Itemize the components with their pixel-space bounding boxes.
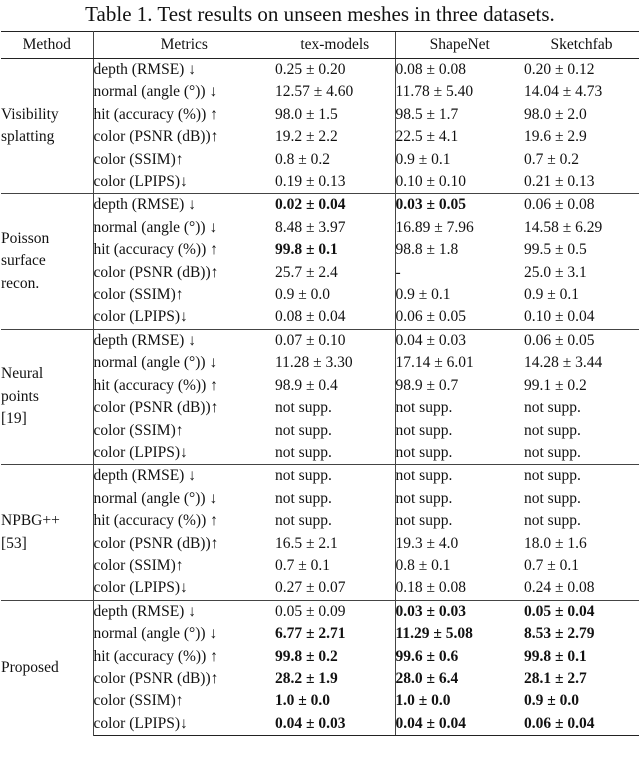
header-tex-models: tex-models (275, 32, 395, 59)
shapenet-cell: 0.18 ± 0.08 (395, 577, 524, 600)
tex-models-cell: 16.5 ± 2.1 (275, 534, 338, 552)
metric-cell: color (PSNR (dB))↑ (93, 128, 219, 146)
metric-cell: color (PSNR (dB))↑ (93, 399, 219, 417)
tex-models-cell: 99.8 ± 0.2 (275, 647, 338, 665)
shapenet-cell: 0.08 ± 0.08 (395, 59, 524, 82)
header-row (1, 32, 639, 59)
metric-cell: color (SSIM)↑ (93, 692, 184, 710)
table-row (1, 126, 639, 148)
method-cell (1, 600, 93, 735)
sketchfab-cell: 14.58 ± 6.29 (524, 218, 603, 236)
shapenet-cell: 0.06 ± 0.05 (395, 306, 524, 329)
table-row (1, 239, 639, 261)
table-row (1, 194, 639, 217)
tex-models-cell: 25.7 ± 2.4 (275, 263, 338, 281)
sketchfab-cell: 0.9 ± 0.0 (524, 692, 580, 710)
sketchfab-cell: 99.5 ± 0.5 (524, 241, 587, 259)
shapenet-cell: 16.89 ± 7.96 (395, 217, 524, 239)
shapenet-cell: 0.03 ± 0.05 (395, 194, 524, 217)
sketchfab-cell: not supp. (524, 465, 639, 488)
sketchfab-cell: 0.7 ± 0.1 (524, 556, 580, 574)
sketchfab-cell: 99.1 ± 0.2 (524, 376, 587, 394)
metric-cell: depth (RMSE) ↓ (93, 329, 275, 352)
table-row (1, 555, 639, 577)
method-cell (1, 194, 93, 329)
table-row (1, 668, 639, 690)
tex-models-cell: 12.57 ± 4.60 (275, 83, 354, 101)
metric-cell: normal (angle (°)) ↓ (93, 83, 218, 101)
shapenet-cell: 98.5 ± 1.7 (395, 104, 524, 126)
table-row (1, 59, 639, 82)
shapenet-cell: 98.8 ± 1.8 (395, 239, 524, 261)
sketchfab-cell: 25.0 ± 3.1 (524, 263, 587, 281)
metric-cell: color (PSNR (dB))↑ (93, 669, 219, 687)
metric-cell: color (SSIM)↑ (93, 286, 184, 304)
shapenet-cell: 11.78 ± 5.40 (395, 81, 524, 103)
sketchfab-cell: 99.8 ± 0.1 (524, 647, 587, 665)
tex-models-cell: not supp. (275, 443, 332, 461)
table-row (1, 284, 639, 306)
metric-cell: hit (accuracy (%)) ↑ (93, 376, 218, 394)
shapenet-cell: 17.14 ± 6.01 (395, 352, 524, 374)
table-caption: Table 1. Test results on unseen meshes in three datasets. (85, 2, 555, 26)
table-row (1, 171, 639, 194)
metric-cell: hit (accuracy (%)) ↑ (93, 241, 218, 259)
shapenet-cell: 0.04 ± 0.04 (395, 713, 524, 736)
metric-cell: hit (accuracy (%)) ↑ (93, 105, 218, 123)
table-row (1, 329, 639, 352)
metric-cell: depth (RMSE) ↓ (93, 61, 196, 78)
table-row (1, 577, 639, 600)
metric-cell: depth (RMSE) ↓ (93, 600, 275, 623)
shapenet-cell: not supp. (395, 420, 524, 442)
method-cell (1, 59, 93, 194)
tex-models-cell: not supp. (275, 399, 332, 417)
shapenet-cell: not supp. (395, 488, 524, 510)
shapenet-cell: 0.9 ± 0.1 (395, 149, 524, 171)
tex-models-cell: 19.2 ± 2.2 (275, 128, 338, 146)
table-row (1, 104, 639, 126)
sketchfab-cell: 18.0 ± 1.6 (524, 534, 587, 552)
sketchfab-cell: 0.20 ± 0.12 (524, 61, 595, 78)
tex-models-cell: not supp. (275, 512, 332, 530)
method-name-line: Poisson (1, 230, 50, 248)
table-row (1, 600, 639, 623)
method-name-line: points (1, 387, 39, 405)
metric-cell: color (LPIPS)↓ (93, 713, 275, 736)
tex-models-cell: 98.0 ± 1.5 (275, 105, 338, 123)
method-cell (1, 465, 93, 600)
tex-models-cell: 0.9 ± 0.0 (275, 286, 331, 304)
header-shapenet: ShapeNet (395, 32, 524, 59)
table-row (1, 352, 639, 374)
method-name-line: [53] (1, 534, 27, 552)
results-table (1, 31, 639, 736)
table-row (1, 149, 639, 171)
shapenet-cell: not supp. (395, 510, 524, 532)
method-name-line: Visibility (1, 105, 59, 123)
table-row (1, 690, 639, 712)
shapenet-cell: - (395, 262, 524, 284)
metric-cell: normal (angle (°)) ↓ (93, 489, 218, 507)
sketchfab-cell: not supp. (524, 489, 581, 507)
tex-models-cell: 98.9 ± 0.4 (275, 376, 338, 394)
method-name-line: surface (1, 252, 46, 270)
method-name-line: Neural (1, 365, 44, 383)
metric-cell: color (LPIPS)↓ (93, 443, 188, 461)
sketchfab-cell: 0.06 ± 0.08 (524, 194, 639, 217)
metric-cell: normal (angle (°)) ↓ (93, 625, 218, 643)
sketchfab-cell: 0.7 ± 0.2 (524, 150, 580, 168)
table-row (1, 81, 639, 103)
metric-cell: normal (angle (°)) ↓ (93, 218, 218, 236)
sketchfab-cell: 0.9 ± 0.1 (524, 286, 580, 304)
shapenet-cell: not supp. (395, 465, 524, 488)
shapenet-cell: 28.0 ± 6.4 (395, 668, 524, 690)
table-row (1, 510, 639, 532)
sketchfab-cell: 28.1 ± 2.7 (524, 669, 587, 687)
shapenet-cell: 1.0 ± 0.0 (395, 690, 524, 712)
tex-models-cell: 8.48 ± 3.97 (275, 218, 346, 236)
tex-models-cell: 99.8 ± 0.1 (275, 241, 338, 259)
metric-cell: depth (RMSE) ↓ (93, 465, 275, 488)
sketchfab-cell: not supp. (524, 512, 581, 530)
method-name-line: recon. (1, 274, 40, 292)
sketchfab-cell: not supp. (524, 443, 581, 461)
sketchfab-cell: 14.28 ± 3.44 (524, 354, 603, 372)
tex-models-cell: 1.0 ± 0.0 (275, 692, 331, 710)
shapenet-cell: not supp. (395, 397, 524, 419)
shapenet-cell: 99.6 ± 0.6 (395, 646, 524, 668)
sketchfab-cell: 0.06 ± 0.04 (524, 713, 639, 736)
shapenet-cell: 0.10 ± 0.10 (395, 171, 524, 194)
table-body (1, 59, 639, 736)
header-metrics: Metrics (93, 32, 275, 59)
table-row (1, 262, 639, 284)
tex-models-cell: 0.19 ± 0.13 (275, 173, 346, 191)
method-name-line: Proposed (1, 659, 59, 677)
tex-models-cell: 6.77 ± 2.71 (275, 625, 346, 643)
metric-cell: normal (angle (°)) ↓ (93, 354, 218, 372)
metric-cell: color (SSIM)↑ (93, 421, 184, 439)
method-cell (1, 329, 93, 464)
shapenet-cell: 0.9 ± 0.1 (395, 284, 524, 306)
metric-cell: hit (accuracy (%)) ↑ (93, 647, 218, 665)
sketchfab-cell: not supp. (524, 421, 581, 439)
table-row (1, 217, 639, 239)
table-row (1, 465, 639, 488)
table-row (1, 623, 639, 645)
metric-cell: color (PSNR (dB))↑ (93, 263, 219, 281)
sketchfab-cell: 0.06 ± 0.05 (524, 329, 639, 352)
shapenet-cell: 11.29 ± 5.08 (395, 623, 524, 645)
table-row (1, 646, 639, 668)
sketchfab-cell: 14.04 ± 4.73 (524, 83, 603, 101)
header-method: Method (1, 32, 93, 59)
tex-models-cell: 0.07 ± 0.10 (275, 329, 395, 352)
metric-cell: depth (RMSE) ↓ (93, 194, 275, 217)
table-row (1, 488, 639, 510)
tex-models-cell: not supp. (275, 421, 332, 439)
metric-cell: color (PSNR (dB))↑ (93, 534, 219, 552)
tex-models-cell: 0.25 ± 0.20 (275, 61, 346, 78)
shapenet-cell: 0.03 ± 0.03 (395, 600, 524, 623)
sketchfab-cell: 98.0 ± 2.0 (524, 105, 587, 123)
sketchfab-cell: 0.21 ± 0.13 (524, 173, 595, 191)
metric-cell: color (LPIPS)↓ (93, 308, 188, 326)
sketchfab-cell: not supp. (524, 399, 581, 417)
tex-models-cell: 0.05 ± 0.09 (275, 600, 395, 623)
method-name-line: NPBG++ (1, 512, 60, 530)
shapenet-cell: not supp. (395, 442, 524, 465)
tex-models-cell: not supp. (275, 465, 395, 488)
shapenet-cell: 19.3 ± 4.0 (395, 533, 524, 555)
metric-cell: color (SSIM)↑ (93, 556, 184, 574)
method-name-line: [19] (1, 410, 27, 428)
tex-models-cell: 0.08 ± 0.04 (275, 308, 346, 326)
sketchfab-cell: 19.6 ± 2.9 (524, 128, 587, 146)
sketchfab-cell: 8.53 ± 2.79 (524, 625, 595, 643)
tex-models-cell: 11.28 ± 3.30 (275, 354, 353, 372)
tex-models-cell: 0.04 ± 0.03 (275, 713, 395, 736)
table-row (1, 397, 639, 419)
metric-cell: color (SSIM)↑ (93, 150, 184, 168)
table-row (1, 442, 639, 465)
tex-models-cell: 0.8 ± 0.2 (275, 150, 331, 168)
header-sketchfab: Sketchfab (524, 32, 639, 59)
table-row (1, 713, 639, 736)
tex-models-cell: 0.7 ± 0.1 (275, 556, 331, 574)
metric-cell: hit (accuracy (%)) ↑ (93, 512, 218, 530)
tex-models-cell: 0.27 ± 0.07 (275, 579, 346, 597)
shapenet-cell: 22.5 ± 4.1 (395, 126, 524, 148)
sketchfab-cell: 0.05 ± 0.04 (524, 600, 639, 623)
shapenet-cell: 0.8 ± 0.1 (395, 555, 524, 577)
metric-cell: color (LPIPS)↓ (93, 173, 188, 191)
tex-models-cell: 0.02 ± 0.04 (275, 194, 395, 217)
table-row (1, 420, 639, 442)
shapenet-cell: 0.04 ± 0.03 (395, 329, 524, 352)
method-name-line: splatting (1, 128, 55, 146)
table-row (1, 533, 639, 555)
table-row (1, 375, 639, 397)
tex-models-cell: not supp. (275, 489, 332, 507)
metric-cell: color (LPIPS)↓ (93, 579, 188, 597)
table-row (1, 306, 639, 329)
sketchfab-cell: 0.10 ± 0.04 (524, 308, 595, 326)
shapenet-cell: 98.9 ± 0.7 (395, 375, 524, 397)
sketchfab-cell: 0.24 ± 0.08 (524, 579, 595, 597)
tex-models-cell: 28.2 ± 1.9 (275, 669, 338, 687)
